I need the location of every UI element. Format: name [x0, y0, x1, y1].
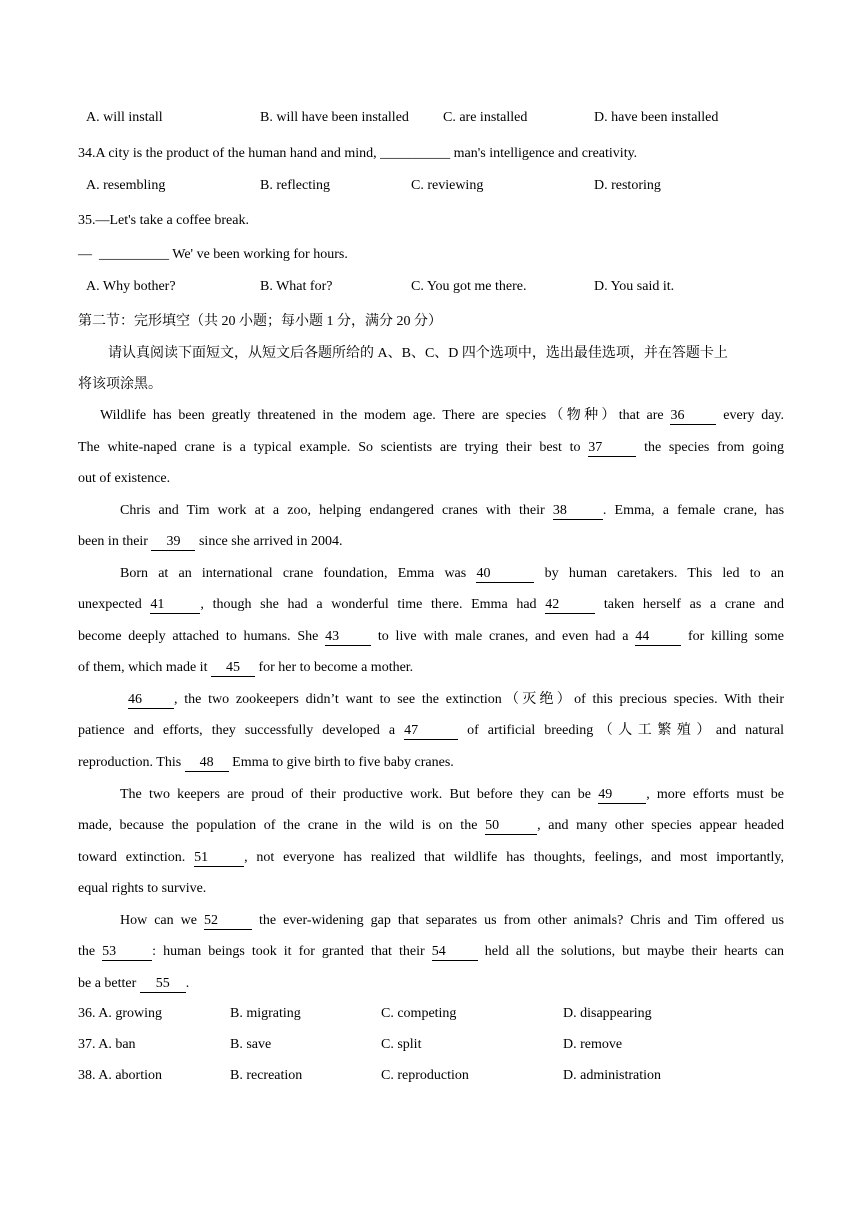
q37-option-d: D. remove: [563, 1037, 623, 1052]
passage-text: for her to become a mother.: [258, 660, 414, 675]
passage-text: every day.: [723, 408, 785, 423]
section2-instruction-line1: 请认真阅读下面短文，从短文后各题所给的 A、B、C、D 四个选项中，选出最佳选项，并在答题卡上: [108, 346, 728, 361]
blank-53: 53: [102, 944, 152, 961]
q33-option-b: B. will have been installed: [260, 110, 409, 125]
blank-51: 51: [194, 850, 244, 867]
blank-42: 42: [545, 597, 595, 614]
passage-text: .: [185, 976, 190, 991]
passage-text: taken herself as a crane and: [603, 597, 785, 612]
blank-43: 43: [325, 629, 371, 646]
q38-option-c: C. reproduction: [381, 1068, 469, 1083]
passage-text: , not everyone has realized that wildlife has thoughts, feelings, and most importantly,: [244, 850, 784, 865]
passage-text: How can we: [120, 913, 197, 928]
blank-49: 49: [598, 787, 646, 804]
passage-text: toward extinction.: [78, 850, 186, 865]
passage-text: , and many other species appear headed: [537, 818, 784, 833]
passage-p3-line3: [78, 627, 784, 647]
passage-text: , though she had a wonderful time there. Emma had: [200, 597, 537, 612]
q35-option-a: A. Why bother?: [86, 279, 176, 294]
q36-option-a: 36. A. growing: [78, 1006, 162, 1021]
q34-option-a: A. resembling: [86, 178, 166, 193]
q36-option-d: D. disappearing: [563, 1006, 652, 1021]
blank-46: 46: [128, 692, 174, 709]
q34-blank: __________: [380, 146, 451, 161]
blank-48: 48: [185, 755, 229, 772]
passage-text: Born at an international crane foundation, Emma was: [120, 566, 467, 581]
passage-text: of artificial breeding（人工繁殖）and natural: [467, 723, 785, 738]
q37-option-b: B. save: [230, 1037, 272, 1052]
q33-option-a: A. will install: [86, 110, 163, 125]
q38-option-b: B. recreation: [230, 1068, 303, 1083]
passage-text: of them, which made it: [78, 660, 208, 675]
blank-44: 44: [635, 629, 681, 646]
section2-instruction-line2: 将该项涂黑。: [78, 377, 162, 392]
q34-stem-post: man's intelligence and creativity.: [453, 146, 638, 161]
passage-text: by human caretakers. This led to an: [544, 566, 785, 581]
blank-50: 50: [485, 818, 537, 835]
passage-p1-line2: [78, 438, 784, 458]
q38-option-d: D. administration: [563, 1068, 661, 1083]
q35-line2-text: We' ve been working for hours.: [172, 247, 348, 262]
passage-p4-line3: [78, 753, 784, 773]
passage-p1-line1: [78, 406, 784, 426]
passage-p5-line3: [78, 848, 784, 868]
passage-p3-line2: [78, 595, 784, 615]
blank-45: 45: [211, 660, 255, 677]
blank-41: 41: [150, 597, 200, 614]
passage-text: unexpected: [78, 597, 142, 612]
q34-option-d: D. restoring: [594, 178, 661, 193]
section2-heading: 第二节：完形填空（共 20 小题；每小题 1 分，满分 20 分）: [78, 314, 442, 329]
passage-text: The white-naped crane is a typical example. So scientists are trying their best to: [78, 440, 581, 455]
blank-52: 52: [204, 913, 252, 930]
passage-p4-line1: [78, 690, 784, 710]
blank-54: 54: [432, 944, 478, 961]
passage-text: The two keepers are proud of their productive work. But before they can be: [120, 787, 592, 802]
q37-option-a: 37. A. ban: [78, 1037, 136, 1052]
passage-p1-line3: out of existence.: [78, 471, 171, 486]
passage-p3-line1: [78, 564, 784, 584]
q35-dash: —: [78, 247, 92, 262]
passage-p4-line2: [78, 721, 784, 741]
q35-option-c: C. You got me there.: [411, 279, 527, 294]
q36-option-b: B. migrating: [230, 1006, 301, 1021]
q33-option-c: C. are installed: [443, 110, 528, 125]
passage-text: : human beings took it for granted that their: [152, 944, 425, 959]
passage-text: since she arrived in 2004.: [198, 534, 343, 549]
q35-option-d: D. You said it.: [594, 279, 675, 294]
passage-text: to live with male cranes, and even had a: [377, 629, 629, 644]
passage-p6-line2: [78, 942, 784, 962]
blank-37: 37: [588, 440, 636, 457]
blank-36: 36: [670, 408, 716, 425]
q34-option-c: C. reviewing: [411, 178, 484, 193]
q34-stem: [78, 144, 784, 164]
passage-text: for killing some: [688, 629, 784, 644]
passage-text: be a better: [78, 976, 137, 991]
q35-line2: [78, 245, 784, 265]
passage-p6-line1: [78, 911, 784, 931]
passage-text: patience and efforts, they successfully developed a: [78, 723, 396, 738]
passage-p6-line3: [78, 974, 784, 994]
passage-text: Chris and Tim work at a zoo, helping endangered cranes with their: [120, 503, 545, 518]
passage-text: the ever-widening gap that separates us from other animals? Chris and Tim offered us: [258, 913, 785, 928]
passage-p3-line4: [78, 658, 784, 678]
passage-p2-line2: [78, 532, 784, 552]
passage-text: made, because the population of the crane in the wild is on the: [78, 818, 478, 833]
passage-text: reproduction. This: [78, 755, 182, 770]
passage-text: Wildlife has been greatly threatened in the modem age. There are species（物种）that are: [100, 408, 664, 423]
passage-text: , more efforts must be: [646, 787, 784, 802]
blank-47: 47: [404, 723, 458, 740]
q34-option-b: B. reflecting: [260, 178, 330, 193]
passage-text: the species from going: [644, 440, 784, 455]
passage-p2-line1: [78, 501, 784, 521]
passage-text: the: [78, 944, 96, 959]
passage-p5-line2: [78, 816, 784, 836]
passage-text: . Emma, a female crane, has: [602, 503, 785, 518]
passage-text: Emma to give birth to five baby cranes.: [232, 755, 454, 770]
blank-38: 38: [553, 503, 603, 520]
q35-line1: 35.—Let's take a coffee break.: [78, 213, 249, 228]
q37-option-c: C. split: [381, 1037, 422, 1052]
passage-p5-line1: [78, 785, 784, 805]
blank-39: 39: [151, 534, 195, 551]
passage-text: been in their: [78, 534, 148, 549]
passage-p5-line4: equal rights to survive.: [78, 881, 207, 896]
passage-text: become deeply attached to humans. She: [78, 629, 319, 644]
q33-option-d: D. have been installed: [594, 110, 719, 125]
passage-text: held all the solutions, but maybe their hearts can: [484, 944, 785, 959]
q38-option-a: 38. A. abortion: [78, 1068, 162, 1083]
q35-blank: __________: [99, 247, 169, 262]
q34-stem-pre: 34.A city is the product of the human hand and mind,: [78, 146, 377, 161]
q36-option-c: C. competing: [381, 1006, 457, 1021]
passage-text: , the two zookeepers didn’t want to see the extinction（灭绝）of this precious species. With their: [174, 692, 784, 707]
q35-option-b: B. What for?: [260, 279, 333, 294]
blank-40: 40: [476, 566, 534, 583]
blank-55: 55: [140, 976, 186, 993]
